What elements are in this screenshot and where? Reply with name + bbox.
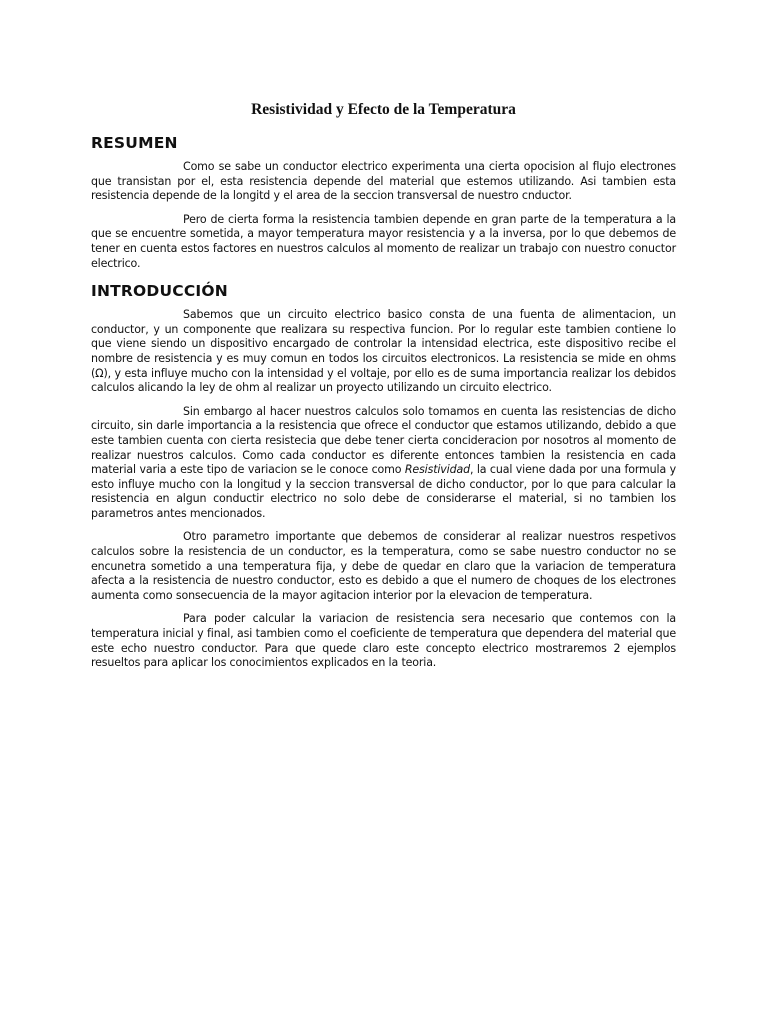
- introduccion-paragraph-2-text-before: Sin embargo al hacer nuestros calculos solo tomamos en cuenta las resistencias de dicho circuito, sin darle importancia a la resistencia que ofrece el conductor que estamos utilizando, debido a que este tambien cuenta con cierta resistecia que debe tener cierta concideracion por nosotros al momento de realizar nuestros calculos. Como cada conductor es diferente entonces tambien la resistencia en cada material varia a este tipo de variacion se le conoce como: [91, 404, 676, 477]
- section-heading-resumen: RESUMEN: [91, 134, 178, 152]
- introduccion-paragraph-1: Sabemos que un circuito electrico basico consta de una fuenta de alimentacion, un conductor, y un componente que realizara su respectiva funcion. Por lo regular este tambien contiene lo que viene siendo un dispositivo encargado de controlar la intensidad electrica, este dispositivo recibe el nombre de resistencia y es muy comun en todos los circuitos electronicos. La resistencia se mide en ohms (Ω), y esta influye mucho con la intensidad y el voltaje, por ello es de suma importancia realizar los debidos calculos alicando la ley de ohm al realizar un proyecto utilizando un circuito electrico.: [91, 308, 676, 395]
- resumen-paragraph-1: Como se sabe un conductor electrico experimenta una cierta opocision al flujo electrones que transistan por el, esta resistencia depende del material que estemos utilizando. Asi tambien esta resistencia depende de la longitd y el area de la seccion transversal de nuestro cnductor.: [91, 160, 676, 203]
- document-body: [91, 100, 676, 680]
- introduccion-paragraph-4: Para poder calcular la variacion de resistencia sera necesario que contemos con la temperatura inicial y final, asi tambien como el coeficiente de temperatura que dependera del material que este echo nuestro conductor. Para que quede claro este concepto electrico mostraremos 2 ejemplos resueltos para aplicar los conocimientos explicados en la teoria.: [91, 612, 676, 670]
- document-title: Resistividad y Efecto de la Temperatura: [251, 101, 516, 118]
- resumen-paragraph-2: Pero de cierta forma la resistencia tambien depende en gran parte de la temperatura a la que se encuentre sometida, a mayor temperatura mayor resistencia y a la inversa, por lo que debemos de tener en cuenta estos factores en nuestros calculos al momento de realizar un trabajo con nuestro conuctor electrico.: [91, 212, 676, 270]
- section-heading-introduccion: INTRODUCCIÓN: [91, 282, 228, 301]
- resistividad-term: Resistividad: [404, 463, 470, 477]
- introduccion-paragraph-3: Otro parametro importante que debemos de considerar al realizar nuestros respetivos calculos sobre la resistencia de un conductor, es la temperatura, como se sabe nuestro conductor no se encunetra sometido a una temperatura fija, y debe de quedar en claro que la variacion de temperatura afecta a la resistencia de nuestro conductor, esto es debido a que el numero de choques de los electrones aumenta como sonsecuencia de la mayor agitacion interior por la elevacion de temperatura.: [91, 530, 676, 602]
- introduccion-paragraph-2: [91, 405, 676, 522]
- introduccion-paragraph-2-text-after: , la cual viene dada por una formula y esto influye mucho con la longitud y la seccion transversal de dicho conductor, por lo que para calcular la resistencia en algun conductir electrico no solo debe de considerarse el material, si no tambien los parametros antes mencionados.: [91, 463, 676, 520]
